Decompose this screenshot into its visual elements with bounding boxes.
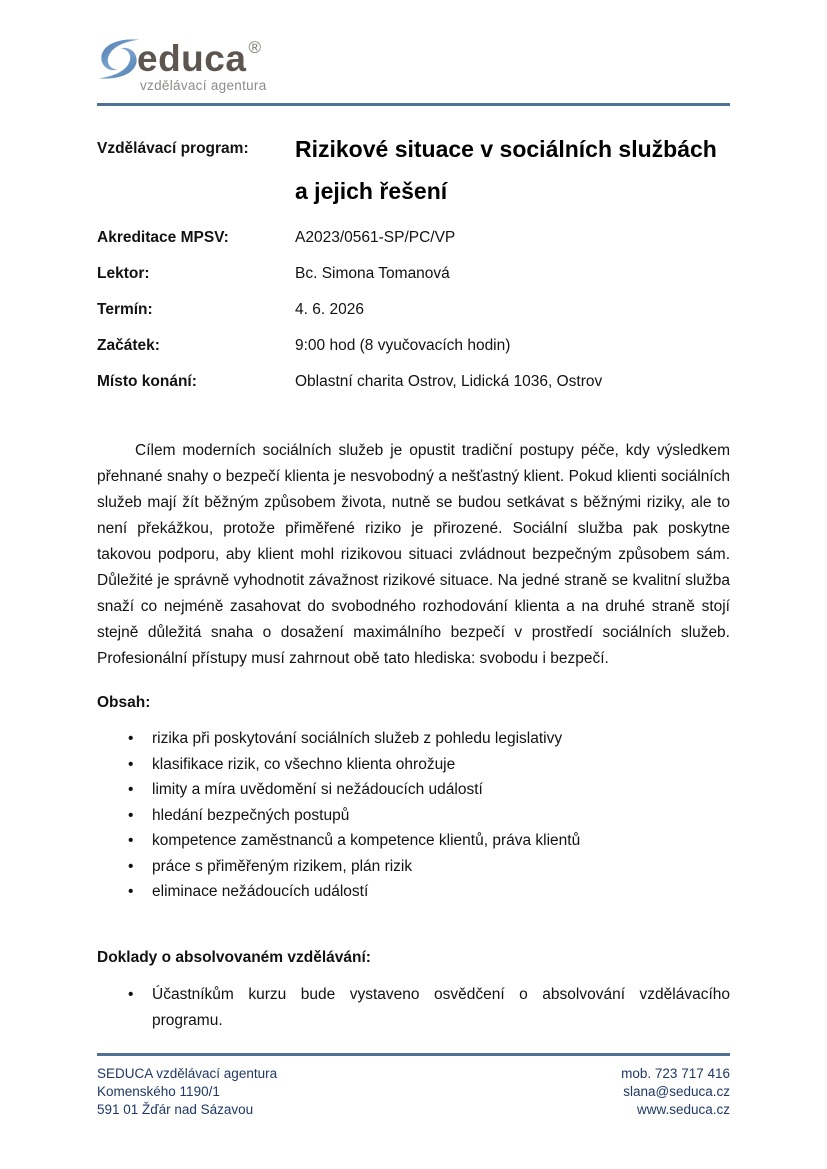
logo-registered-mark: ® xyxy=(248,38,261,57)
footer-contacts xyxy=(621,1065,730,1119)
footer-rule xyxy=(97,1053,730,1056)
detail-value: Oblastní charita Ostrov, Lidická 1036, Ostrov xyxy=(295,373,603,390)
program-title xyxy=(295,128,730,212)
footer-phone: mob. 723 717 416 xyxy=(621,1066,730,1081)
detail-row-accreditation xyxy=(97,226,730,248)
content-item: • rizika při poskytování sociálních služeb z pohledu legislativy xyxy=(97,726,730,752)
content-item: • klasifikace rizik, co všechno klienta ohrožuje xyxy=(97,752,730,778)
detail-row-lecturer xyxy=(97,262,730,284)
content-heading: Obsah: xyxy=(97,694,151,711)
logo-tagline: vzdělávací agentura xyxy=(140,78,267,93)
program-label: Vzdělávací program: xyxy=(97,140,249,157)
certificates-item: • Účastníkům kurzu bude vystaveno osvědčení o absolvování vzdělávacího programu. xyxy=(97,982,730,1034)
program-title-line-2: a jejich řešení xyxy=(295,178,448,204)
detail-value: Bc. Simona Tomanová xyxy=(295,265,450,282)
detail-label: Místo konání: xyxy=(97,373,197,390)
content-item: • práce s přiměřeným rizikem, plán rizik xyxy=(97,854,730,880)
detail-label: Akreditace MPSV: xyxy=(97,229,229,246)
content-list xyxy=(97,726,730,905)
footer-city: 591 01 Žďár nad Sázavou xyxy=(97,1102,254,1117)
content-item: • hledání bezpečných postupů xyxy=(97,803,730,829)
footer xyxy=(97,1053,730,1119)
detail-value: 4. 6. 2026 xyxy=(295,301,364,318)
detail-label: Termín: xyxy=(97,301,153,318)
content-item: • kompetence zaměstnanců a kompetence klientů, práva klientů xyxy=(97,828,730,854)
program-info xyxy=(97,128,730,392)
seduca-logo xyxy=(97,36,827,82)
header-rule xyxy=(97,103,730,106)
program-title-line-1: Rizikové situace v sociálních službách xyxy=(295,136,717,162)
certificates-heading: Doklady o absolvovaném vzdělávání: xyxy=(97,948,371,966)
detail-row-venue xyxy=(97,370,730,392)
program-row xyxy=(97,128,730,212)
detail-label: Lektor: xyxy=(97,265,150,282)
intro-paragraph: Cílem moderních sociálních služeb je opustit tradiční postupy péče, kdy výsledkem přehnané snahy o bezpečí klienta je nesvobodný a nešťastný klient. Pokud klienti sociálních služeb mají žít běžným způsobem života, nutně se budou setkávat s běžnými riziky, ale to není překážkou, protože přiměřené riziko je přirozené. Sociální služba pak poskytne takovou podporu, aby klient mohl rizikovou situaci zvládnout bezpečným způsobem sám. Důležité je správně vyhodnotit závažnost rizikové situace. Na jedné straně se kvalitní služba snaží co nejméně zasahovat do svobodného rozhodování klienta a na druhé straně stojí stejně důležitá snaha o dosažení maximálního bezpečí v prostředí sociálních služeb. Profesionální přístupy musí zahrnout obě tato hlediska: svobodu i bezpečí. xyxy=(97,442,730,667)
logo-brand-text: educa xyxy=(137,38,247,79)
detail-row-start-time xyxy=(97,334,730,356)
content-item: • eliminace nežádoucích událostí xyxy=(97,879,730,905)
certificates-list xyxy=(97,982,730,1034)
header xyxy=(97,36,827,93)
footer-agency-name: SEDUCA vzdělávací agentura xyxy=(97,1066,278,1081)
footer-website: www.seduca.cz xyxy=(636,1102,730,1117)
seduca-swoosh-icon xyxy=(97,36,141,82)
detail-value: 9:00 hod (8 vyučovacích hodin) xyxy=(295,337,511,354)
content-item: • limity a míra uvědomění si nežádoucích událostí xyxy=(97,777,730,803)
detail-value: A2023/0561-SP/PC/VP xyxy=(295,229,456,246)
footer-address xyxy=(97,1065,277,1119)
detail-label: Začátek: xyxy=(97,337,160,354)
footer-street: Komenského 1190/1 xyxy=(97,1084,220,1099)
detail-row-date xyxy=(97,298,730,320)
footer-email: slana@seduca.cz xyxy=(623,1084,730,1099)
